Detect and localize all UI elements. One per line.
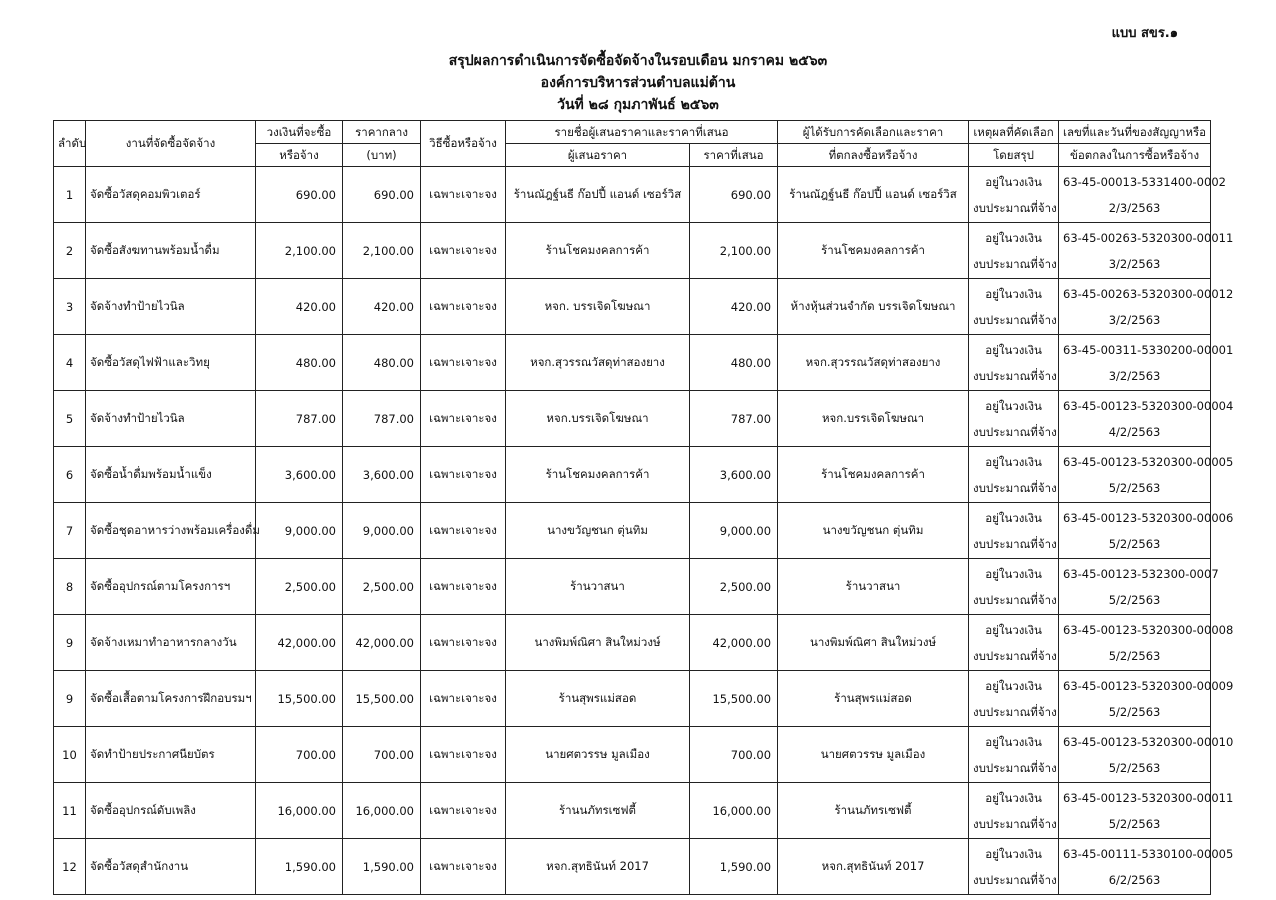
cell-budget: 787.00 — [256, 391, 343, 447]
cell-no: 10 — [54, 727, 86, 783]
cell-winner: หจก.บรรเจิดโฆษณา — [778, 391, 969, 447]
header-bid-price: ราคาที่เสนอ — [690, 144, 778, 167]
cell-winner: ห้างหุ้นส่วนจำกัด บรรเจิดโฆษณา — [778, 279, 969, 335]
cell-method: เฉพาะเจาะจง — [421, 839, 506, 895]
cell-bid-price: 480.00 — [690, 335, 778, 391]
cell-contract — [1059, 447, 1234, 503]
cell-reason — [969, 503, 1059, 559]
cell-no: 9 — [54, 671, 86, 727]
cell-winner: หจก.สุวรรณวัสดุท่าสองยาง — [778, 335, 969, 391]
table-row — [54, 559, 1211, 615]
cell-reason — [969, 167, 1059, 223]
cell-item: จัดซื้ออุปกรณ์ดับเพลิง — [86, 783, 256, 839]
header-method: วิธีซื้อหรือจ้าง — [421, 121, 506, 167]
cell-reason-reason-l2: งบประมาณที่จ้าง — [973, 368, 1057, 383]
cell-reason-reason-l1: อยู่ในวงเงิน — [985, 846, 1042, 861]
table-row — [54, 447, 1211, 503]
cell-item: จัดจ้างทำป้ายไวนิล — [86, 279, 256, 335]
cell-median: 787.00 — [343, 391, 421, 447]
table-row — [54, 167, 1211, 223]
cell-no: 6 — [54, 447, 86, 503]
cell-median: 2,100.00 — [343, 223, 421, 279]
cell-bidder: ร้านสุพรแม่สอด — [506, 671, 690, 727]
cell-contract — [1059, 615, 1234, 671]
cell-contract — [1059, 223, 1234, 279]
cell-no: 8 — [54, 559, 86, 615]
cell-winner: นางขวัญชนก ตุ่นทิม — [778, 503, 969, 559]
cell-budget: 3,600.00 — [256, 447, 343, 503]
cell-contract-contract-date: 5/2/2563 — [1108, 816, 1161, 831]
cell-budget: 420.00 — [256, 279, 343, 335]
cell-reason-reason-l2: งบประมาณที่จ้าง — [973, 648, 1057, 663]
table-row — [54, 391, 1211, 447]
cell-method: เฉพาะเจาะจง — [421, 727, 506, 783]
cell-method: เฉพาะเจาะจง — [421, 391, 506, 447]
cell-item: จัดทำป้ายประกาศนียบัตร — [86, 727, 256, 783]
cell-bidder: หจก.สุวรรณวัสดุท่าสองยาง — [506, 335, 690, 391]
cell-no: 1 — [54, 167, 86, 223]
cell-contract — [1059, 167, 1226, 223]
header-reason-l1: เหตุผลที่คัดเลือก — [969, 121, 1059, 144]
cell-contract — [1059, 783, 1234, 839]
cell-median: 2,500.00 — [343, 559, 421, 615]
cell-contract-contract-date: 5/2/2563 — [1108, 648, 1161, 663]
header-budget-l2: หรือจ้าง — [256, 144, 343, 167]
table-row — [54, 279, 1211, 335]
cell-reason-reason-l1: อยู่ในวงเงิน — [985, 566, 1042, 581]
cell-item: จัดซื้อสังฆทานพร้อมน้ำดื่ม — [86, 223, 256, 279]
cell-reason-reason-l1: อยู่ในวงเงิน — [985, 286, 1042, 301]
cell-contract — [1059, 503, 1234, 559]
cell-method: เฉพาะเจาะจง — [421, 671, 506, 727]
cell-contract-contract-date: 5/2/2563 — [1108, 760, 1161, 775]
cell-reason-reason-l2: งบประมาณที่จ้าง — [973, 760, 1057, 775]
table-row — [54, 671, 1211, 727]
cell-median: 3,600.00 — [343, 447, 421, 503]
cell-item: จัดซื้อวัสดุสำนักงาน — [86, 839, 256, 895]
cell-reason-reason-l1: อยู่ในวงเงิน — [985, 454, 1042, 469]
header-median-l2: (บาท) — [343, 144, 421, 167]
cell-median: 16,000.00 — [343, 783, 421, 839]
cell-bidder: ร้านนภัทรเซฟตี้ — [506, 783, 690, 839]
title-line-3: วันที่ ๒๘ กุมภาพันธ์ ๒๕๖๓ — [557, 97, 719, 113]
cell-bidder: นางพิมพ์ณิศา สินใหม่วงษ์ — [506, 615, 690, 671]
cell-reason — [969, 839, 1059, 895]
cell-reason — [969, 783, 1059, 839]
cell-no: 3 — [54, 279, 86, 335]
cell-winner: หจก.สุทธินันท์ 2017 — [778, 839, 969, 895]
cell-budget: 2,100.00 — [256, 223, 343, 279]
cell-median: 690.00 — [343, 167, 421, 223]
cell-contract-contract-no: 63-45-00311-5330200-00001 — [1063, 342, 1234, 357]
cell-reason-reason-l2: งบประมาณที่จ้าง — [973, 200, 1057, 215]
cell-reason-reason-l1: อยู่ในวงเงิน — [985, 622, 1042, 637]
cell-reason — [969, 279, 1059, 335]
cell-reason-reason-l2: งบประมาณที่จ้าง — [973, 424, 1057, 439]
cell-contract-contract-date: 3/2/2563 — [1108, 256, 1161, 271]
cell-contract-contract-date: 4/2/2563 — [1108, 424, 1161, 439]
cell-item: จัดซื้ออุปกรณ์ตามโครงการฯ — [86, 559, 256, 615]
cell-median: 9,000.00 — [343, 503, 421, 559]
cell-item: จัดซื้อวัสดุไฟฟ้าและวิทยุ — [86, 335, 256, 391]
cell-budget: 16,000.00 — [256, 783, 343, 839]
cell-contract-contract-date: 5/2/2563 — [1108, 536, 1161, 551]
header-budget-l1: วงเงินที่จะซื้อ — [256, 121, 343, 144]
cell-reason-reason-l1: อยู่ในวงเงิน — [985, 398, 1042, 413]
cell-reason-reason-l1: อยู่ในวงเงิน — [985, 678, 1042, 693]
cell-winner: นางพิมพ์ณิศา สินใหม่วงษ์ — [778, 615, 969, 671]
cell-budget: 15,500.00 — [256, 671, 343, 727]
header-reason-l2: โดยสรุป — [969, 144, 1059, 167]
cell-bidder: ร้านวาสนา — [506, 559, 690, 615]
header-bidders-group: รายชื่อผู้เสนอราคาและราคาที่เสนอ — [506, 121, 778, 144]
cell-no: 9 — [54, 615, 86, 671]
cell-contract-contract-no: 63-45-00263-5320300-00011 — [1063, 230, 1234, 245]
cell-contract-contract-date: 2/3/2563 — [1108, 200, 1161, 215]
cell-bid-price: 15,500.00 — [690, 671, 778, 727]
procurement-table — [53, 120, 1234, 895]
cell-winner: ร้านโชคมงคลการค้า — [778, 223, 969, 279]
cell-item: จัดซื้อเสื้อตามโครงการฝึกอบรมฯ — [86, 671, 256, 727]
cell-method: เฉพาะเจาะจง — [421, 167, 506, 223]
cell-contract-contract-no: 63-45-00123-532300-0007 — [1063, 566, 1219, 581]
cell-bidder: นางขวัญชนก ตุ่นทิม — [506, 503, 690, 559]
cell-bidder: ร้านณัฎฐ์นธี ก๊อปปี้ แอนด์ เซอร์วิส — [506, 167, 690, 223]
header-no: ลำดับ — [54, 121, 86, 167]
cell-bidder: หจก.สุทธินันท์ 2017 — [506, 839, 690, 895]
cell-method: เฉพาะเจาะจง — [421, 559, 506, 615]
cell-bid-price: 16,000.00 — [690, 783, 778, 839]
cell-no: 7 — [54, 503, 86, 559]
table-row — [54, 223, 1211, 279]
cell-contract-contract-no: 63-45-00123-5320300-00009 — [1063, 678, 1234, 693]
cell-contract-contract-no: 63-45-00111-5330100-00005 — [1063, 846, 1234, 861]
cell-reason-reason-l1: อยู่ในวงเงิน — [985, 510, 1042, 525]
cell-winner: ร้านณัฎฐ์นธี ก๊อปปี้ แอนด์ เซอร์วิส — [778, 167, 969, 223]
table-header — [54, 121, 1211, 167]
cell-contract-contract-date: 5/2/2563 — [1108, 704, 1161, 719]
table-row — [54, 335, 1211, 391]
cell-reason-reason-l2: งบประมาณที่จ้าง — [973, 592, 1057, 607]
cell-bid-price: 2,500.00 — [690, 559, 778, 615]
cell-method: เฉพาะเจาะจง — [421, 447, 506, 503]
cell-reason — [969, 447, 1059, 503]
cell-contract — [1059, 839, 1234, 895]
cell-contract-contract-date: 5/2/2563 — [1108, 592, 1161, 607]
cell-no: 5 — [54, 391, 86, 447]
cell-item: จัดซื้อวัสดุคอมพิวเตอร์ — [86, 167, 256, 223]
cell-no: 2 — [54, 223, 86, 279]
cell-contract — [1059, 559, 1219, 615]
cell-median: 1,590.00 — [343, 839, 421, 895]
table-row — [54, 503, 1211, 559]
cell-reason-reason-l1: อยู่ในวงเงิน — [985, 790, 1042, 805]
cell-bid-price: 42,000.00 — [690, 615, 778, 671]
cell-bid-price: 2,100.00 — [690, 223, 778, 279]
cell-winner: ร้านวาสนา — [778, 559, 969, 615]
cell-reason-reason-l2: งบประมาณที่จ้าง — [973, 312, 1057, 327]
cell-no: 11 — [54, 783, 86, 839]
cell-median: 480.00 — [343, 335, 421, 391]
cell-reason — [969, 223, 1059, 279]
cell-method: เฉพาะเจาะจง — [421, 783, 506, 839]
cell-method: เฉพาะเจาะจง — [421, 335, 506, 391]
cell-contract-contract-no: 63-45-00123-5320300-00008 — [1063, 622, 1234, 637]
cell-bid-price: 787.00 — [690, 391, 778, 447]
cell-reason-reason-l1: อยู่ในวงเงิน — [985, 734, 1042, 749]
table-row — [54, 727, 1211, 783]
cell-method: เฉพาะเจาะจง — [421, 223, 506, 279]
cell-winner: นายศตวรรษ มูลเมือง — [778, 727, 969, 783]
cell-contract-contract-date: 3/2/2563 — [1108, 312, 1161, 327]
title-line-2: องค์การบริหารส่วนตำบลแม่ต้าน — [540, 75, 736, 91]
cell-bidder: นายศตวรรษ มูลเมือง — [506, 727, 690, 783]
cell-contract-contract-no: 63-45-00013-5331400-0002 — [1063, 174, 1226, 189]
cell-bidder: ร้านโชคมงคลการค้า — [506, 223, 690, 279]
cell-no: 4 — [54, 335, 86, 391]
cell-winner: ร้านโชคมงคลการค้า — [778, 447, 969, 503]
header-contract-l2: ข้อตกลงในการซื้อหรือจ้าง — [1059, 144, 1211, 167]
cell-item: จัดจ้างเหมาทำอาหารกลางวัน — [86, 615, 256, 671]
cell-contract-contract-date: 6/2/2563 — [1108, 872, 1161, 887]
cell-winner: ร้านสุพรแม่สอด — [778, 671, 969, 727]
cell-bid-price: 700.00 — [690, 727, 778, 783]
cell-budget: 690.00 — [256, 167, 343, 223]
document-title — [0, 50, 1276, 116]
table-row — [54, 783, 1211, 839]
cell-contract-contract-no: 63-45-00123-5320300-00010 — [1063, 734, 1234, 749]
table-row — [54, 615, 1211, 671]
form-code: แบบ สขร.๑ — [1111, 26, 1178, 41]
cell-budget: 700.00 — [256, 727, 343, 783]
header-winner-l2: ที่ตกลงซื้อหรือจ้าง — [778, 144, 969, 167]
cell-reason-reason-l2: งบประมาณที่จ้าง — [973, 816, 1057, 831]
cell-bid-price: 420.00 — [690, 279, 778, 335]
cell-budget: 9,000.00 — [256, 503, 343, 559]
header-item: งานที่จัดซื้อจัดจ้าง — [86, 121, 256, 167]
cell-bid-price: 690.00 — [690, 167, 778, 223]
cell-contract-contract-no: 63-45-00123-5320300-00004 — [1063, 398, 1234, 413]
cell-median: 15,500.00 — [343, 671, 421, 727]
cell-item: จัดจ้างทำป้ายไวนิล — [86, 391, 256, 447]
cell-reason-reason-l1: อยู่ในวงเงิน — [985, 342, 1042, 357]
cell-median: 42,000.00 — [343, 615, 421, 671]
cell-bid-price: 9,000.00 — [690, 503, 778, 559]
cell-reason-reason-l1: อยู่ในวงเงิน — [985, 230, 1042, 245]
cell-reason-reason-l2: งบประมาณที่จ้าง — [973, 704, 1057, 719]
cell-reason-reason-l2: งบประมาณที่จ้าง — [973, 536, 1057, 551]
cell-contract — [1059, 671, 1234, 727]
table-row — [54, 839, 1211, 895]
cell-contract-contract-date: 3/2/2563 — [1108, 368, 1161, 383]
cell-bid-price: 1,590.00 — [690, 839, 778, 895]
cell-contract — [1059, 727, 1234, 783]
cell-contract-contract-no: 63-45-00263-5320300-00012 — [1063, 286, 1234, 301]
cell-reason — [969, 671, 1059, 727]
cell-bidder: หจก.บรรเจิดโฆษณา — [506, 391, 690, 447]
table-body — [54, 167, 1234, 895]
cell-bid-price: 3,600.00 — [690, 447, 778, 503]
cell-reason-reason-l2: งบประมาณที่จ้าง — [973, 480, 1057, 495]
cell-reason-reason-l2: งบประมาณที่จ้าง — [973, 256, 1057, 271]
cell-no: 12 — [54, 839, 86, 895]
cell-budget: 1,590.00 — [256, 839, 343, 895]
cell-winner: ร้านนภัทรเซฟตี้ — [778, 783, 969, 839]
cell-reason-reason-l2: งบประมาณที่จ้าง — [973, 872, 1057, 887]
cell-contract — [1059, 279, 1234, 335]
cell-method: เฉพาะเจาะจง — [421, 615, 506, 671]
cell-method: เฉพาะเจาะจง — [421, 503, 506, 559]
cell-item: จัดซื้อน้ำดื่มพร้อมน้ำแข็ง — [86, 447, 256, 503]
header-contract-l1: เลขที่และวันที่ของสัญญาหรือ — [1059, 121, 1211, 144]
cell-contract — [1059, 335, 1234, 391]
cell-median: 420.00 — [343, 279, 421, 335]
cell-median: 700.00 — [343, 727, 421, 783]
cell-method: เฉพาะเจาะจง — [421, 279, 506, 335]
cell-reason — [969, 615, 1059, 671]
cell-bidder: ร้านโชคมงคลการค้า — [506, 447, 690, 503]
cell-contract-contract-date: 5/2/2563 — [1108, 480, 1161, 495]
cell-reason-reason-l1: อยู่ในวงเงิน — [985, 174, 1042, 189]
cell-contract-contract-no: 63-45-00123-5320300-00005 — [1063, 454, 1234, 469]
cell-contract-contract-no: 63-45-00123-5320300-00011 — [1063, 790, 1234, 805]
header-median-l1: ราคากลาง — [343, 121, 421, 144]
cell-item: จัดซื้อชุดอาหารว่างพร้อมเครื่องดื่ม — [86, 503, 256, 559]
cell-reason — [969, 335, 1059, 391]
header-bidder: ผู้เสนอราคา — [506, 144, 690, 167]
cell-reason — [969, 391, 1059, 447]
cell-reason — [969, 727, 1059, 783]
cell-contract — [1059, 391, 1234, 447]
cell-reason — [969, 559, 1059, 615]
title-line-1: สรุปผลการดำเนินการจัดซื้อจัดจ้างในรอบเดือน มกราคม ๒๕๖๓ — [448, 53, 828, 69]
cell-budget: 2,500.00 — [256, 559, 343, 615]
cell-budget: 42,000.00 — [256, 615, 343, 671]
cell-budget: 480.00 — [256, 335, 343, 391]
cell-contract-contract-no: 63-45-00123-5320300-00006 — [1063, 510, 1234, 525]
cell-bidder: หจก. บรรเจิดโฆษณา — [506, 279, 690, 335]
header-winner-l1: ผู้ได้รับการคัดเลือกและราคา — [778, 121, 969, 144]
